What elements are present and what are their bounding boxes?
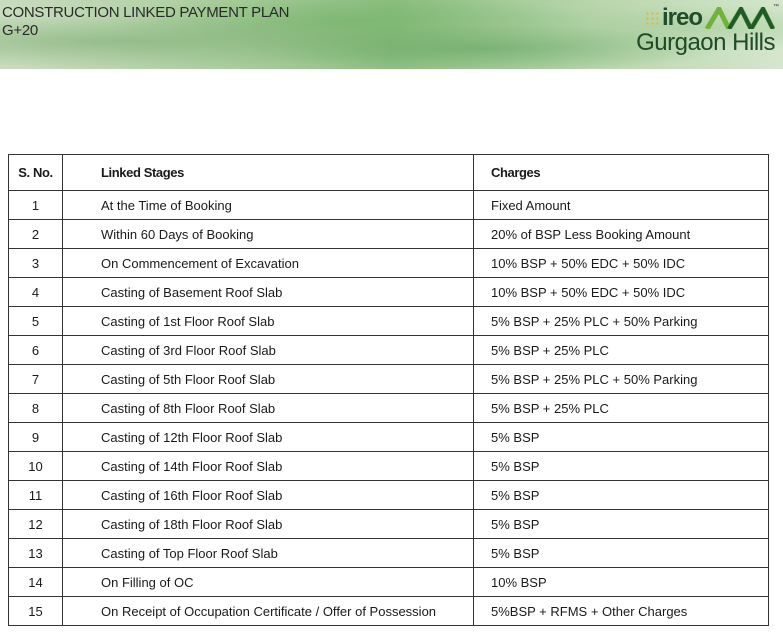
linked-stage: On Filling of OC [63, 568, 474, 597]
table-row [9, 481, 769, 510]
table-row [9, 365, 769, 394]
linked-stage: Casting of Top Floor Roof Slab [63, 539, 474, 568]
serial-number: 5 [9, 307, 63, 336]
serial-number: 12 [9, 510, 63, 539]
serial-number: 10 [9, 452, 63, 481]
linked-stage: Casting of 16th Floor Roof Slab [63, 481, 474, 510]
table-row [9, 597, 769, 626]
serial-number: 9 [9, 423, 63, 452]
serial-number: 1 [9, 191, 63, 220]
charges: 5% BSP [474, 481, 769, 510]
dots-icon [645, 11, 659, 25]
linked-stage: Casting of 3rd Floor Roof Slab [63, 336, 474, 365]
serial-number: 4 [9, 278, 63, 307]
table-row [9, 278, 769, 307]
linked-stage: Casting of 8th Floor Roof Slab [63, 394, 474, 423]
table-row [9, 191, 769, 220]
charges: 5% BSP [474, 510, 769, 539]
page-title [2, 4, 289, 40]
plan-title: CONSTRUCTION LINKED PAYMENT PLAN [2, 4, 290, 21]
mountain-peaks-icon [705, 7, 775, 29]
table-header-row [9, 155, 769, 191]
serial-number: 13 [9, 539, 63, 568]
linked-stage: At the Time of Booking [63, 191, 474, 220]
logo-brand: ireo [661, 4, 702, 31]
charges: 5% BSP [474, 539, 769, 568]
charges: 5% BSP + 25% PLC [474, 336, 769, 365]
table-row [9, 423, 769, 452]
table-row [9, 394, 769, 423]
table-row [9, 220, 769, 249]
serial-number: 7 [9, 365, 63, 394]
charges: 5% BSP [474, 423, 769, 452]
linked-stage: Casting of 1st Floor Roof Slab [63, 307, 474, 336]
linked-stage: Casting of Basement Roof Slab [63, 278, 474, 307]
column-header: Linked Stages [63, 155, 474, 191]
table-row [9, 452, 769, 481]
ireo-logo [636, 4, 779, 56]
charges: 5% BSP + 25% PLC + 50% Parking [474, 307, 769, 336]
table-row [9, 568, 769, 597]
serial-number: 3 [9, 249, 63, 278]
charges: 5%BSP + RFMS + Other Charges [474, 597, 769, 626]
table-row [9, 336, 769, 365]
trademark: ™ [773, 4, 779, 10]
charges: 20% of BSP Less Booking Amount [474, 220, 769, 249]
charges: 5% BSP + 25% PLC + 50% Parking [474, 365, 769, 394]
serial-number: 2 [9, 220, 63, 249]
serial-number: 15 [9, 597, 63, 626]
serial-number: 14 [9, 568, 63, 597]
charges: 10% BSP + 50% EDC + 50% IDC [474, 249, 769, 278]
plan-subtitle: G+20 [2, 22, 38, 39]
charges: 5% BSP + 25% PLC [474, 394, 769, 423]
linked-stage: On Receipt of Occupation Certificate / Offer of Possession [63, 597, 474, 626]
serial-number: 8 [9, 394, 63, 423]
charges: Fixed Amount [474, 191, 769, 220]
linked-stage: Casting of 14th Floor Roof Slab [63, 452, 474, 481]
column-header: Charges [474, 155, 769, 191]
table-row [9, 510, 769, 539]
serial-number: 6 [9, 336, 63, 365]
linked-stage: Casting of 5th Floor Roof Slab [63, 365, 474, 394]
header-banner [0, 0, 783, 69]
serial-number: 11 [9, 481, 63, 510]
linked-stage: Casting of 12th Floor Roof Slab [63, 423, 474, 452]
payment-plan-table [8, 154, 769, 626]
charges: 5% BSP [474, 452, 769, 481]
linked-stage: Within 60 Days of Booking [63, 220, 474, 249]
column-header: S. No. [9, 155, 63, 191]
linked-stage: On Commencement of Excavation [63, 249, 474, 278]
logo-project: Gurgaon Hills [636, 29, 775, 56]
linked-stage: Casting of 18th Floor Roof Slab [63, 510, 474, 539]
table-row [9, 249, 769, 278]
table-row [9, 307, 769, 336]
charges: 10% BSP [474, 568, 769, 597]
charges: 10% BSP + 50% EDC + 50% IDC [474, 278, 769, 307]
table-row [9, 539, 769, 568]
